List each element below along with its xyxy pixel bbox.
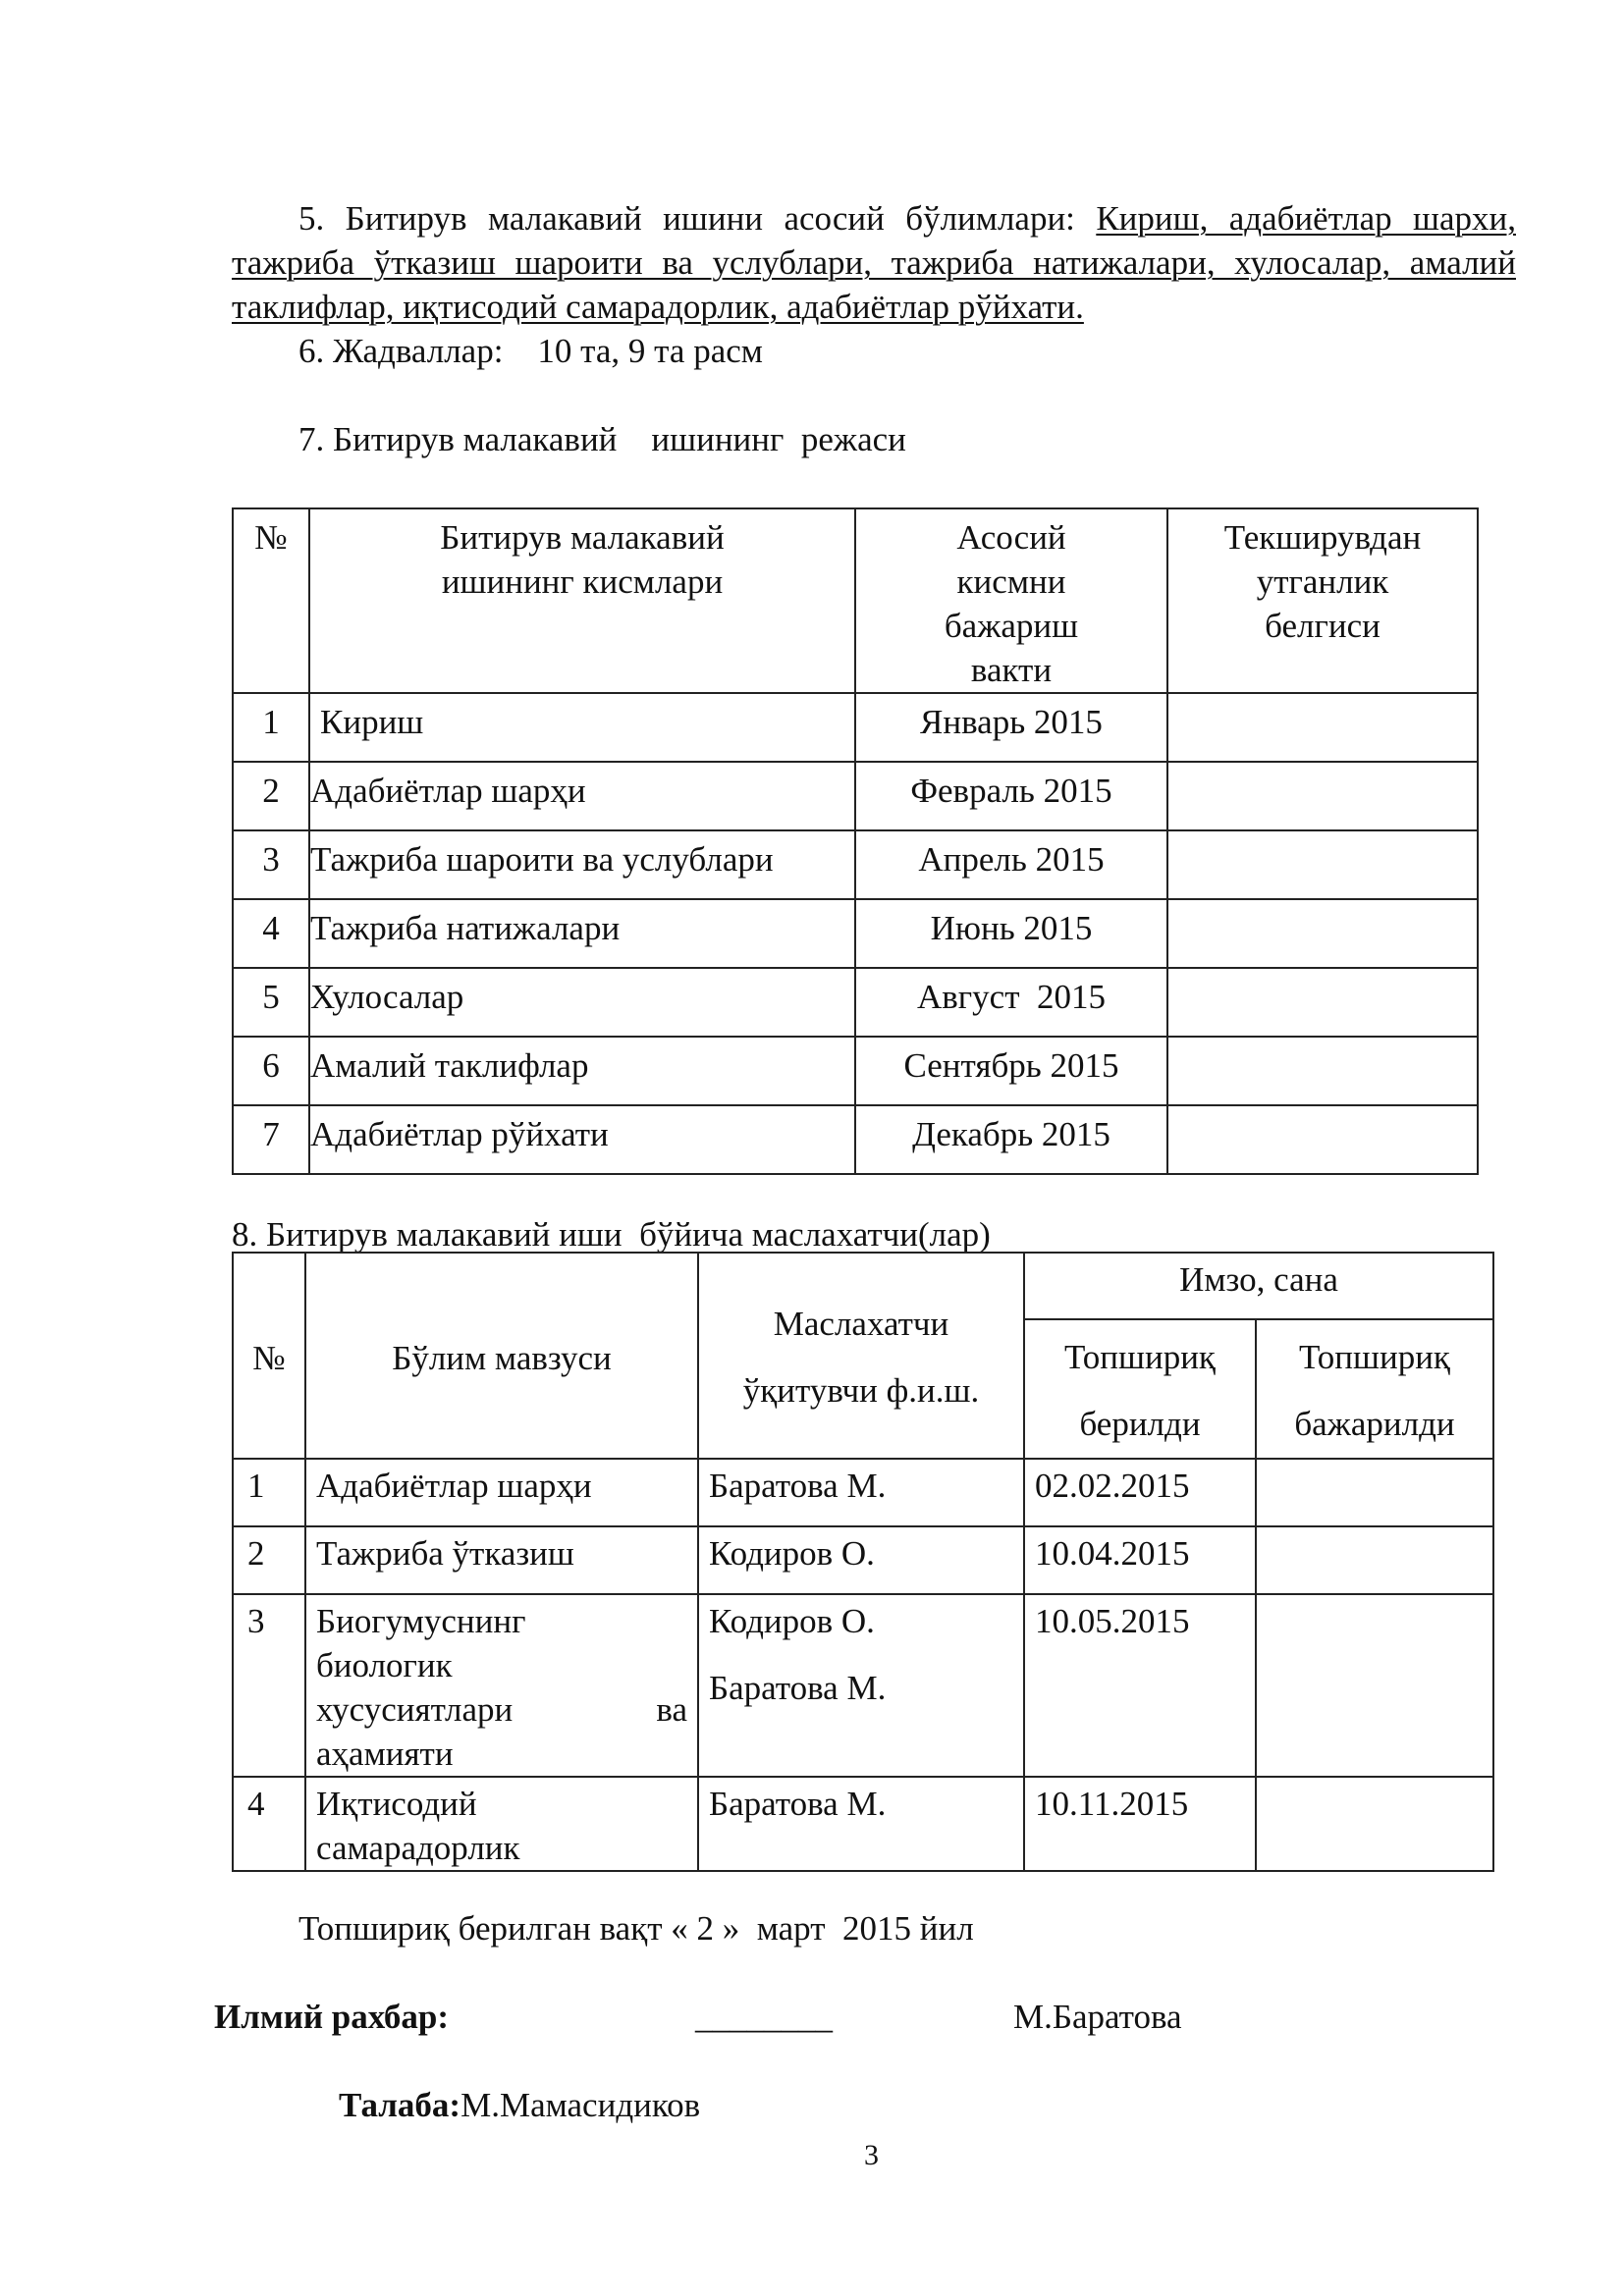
- consult-header-done: Топшириқ бажарилди: [1256, 1319, 1493, 1459]
- plan-row-num: 1: [233, 693, 309, 762]
- table-row: [233, 1459, 1493, 1526]
- assignment-date: Топшириқ берилган вақт « 2 » март 2015 йил: [298, 1909, 974, 1948]
- plan-row-part: Тажриба шароити ва услублари: [309, 830, 855, 899]
- consult-row-num: 1: [233, 1459, 305, 1526]
- plan-row-num: 2: [233, 762, 309, 830]
- consult-header-consultant: Маслахатчи ўқитувчи ф.и.ш.: [698, 1253, 1024, 1459]
- consult-header-row-1: [233, 1253, 1493, 1319]
- consult-header-sign-date: Имзо, сана: [1024, 1253, 1493, 1319]
- student-name: М.Мамасидиков: [460, 2086, 701, 2124]
- table-row: [233, 968, 1478, 1037]
- consultants-table: [232, 1252, 1494, 1872]
- section-5-paragraph: [232, 196, 1516, 329]
- plan-row-num: 6: [233, 1037, 309, 1105]
- plan-row-num: 5: [233, 968, 309, 1037]
- consult-row-topic: Биогумуснинг биологик хусусиятлари ва аҳамияти: [305, 1594, 698, 1777]
- table-row: [233, 1777, 1493, 1871]
- plan-row-check: [1167, 762, 1478, 830]
- consult-row-consultant: Кодиров О.: [698, 1526, 1024, 1594]
- plan-table-header-row: [233, 508, 1478, 693]
- plan-row-num: 7: [233, 1105, 309, 1174]
- consult-row-num: 2: [233, 1526, 305, 1594]
- plan-row-part: Хулосалар: [309, 968, 855, 1037]
- plan-row-time: Июнь 2015: [855, 899, 1167, 968]
- plan-header-time: Асосий кисмни бажариш вакти: [855, 508, 1167, 693]
- section-5-underlined-text: Кириш, адабиётлар шархи, тажриба ўтказиш шароити ва услублари, тажриба натижалари, хулосалар, амалий таклифлар, иқтисодий самарадорлик, адабиётлар рўйхати.: [232, 199, 1516, 326]
- consult-header-num: №: [233, 1253, 305, 1459]
- supervisor-signature-line: ________: [695, 1998, 833, 2036]
- plan-table: [232, 507, 1479, 1175]
- consult-row-done: [1256, 1459, 1493, 1526]
- table-row: [233, 1037, 1478, 1105]
- consult-row-done: [1256, 1777, 1493, 1871]
- section-7-heading: 7. Битирув малакавий ишининг режаси: [298, 420, 906, 458]
- consult-row-topic: Тажриба ўтказиш: [305, 1526, 698, 1594]
- table-row: [233, 1526, 1493, 1594]
- plan-header-num: №: [233, 508, 309, 693]
- plan-row-part: Кириш: [309, 693, 855, 762]
- plan-row-num: 3: [233, 830, 309, 899]
- plan-row-time: Январь 2015: [855, 693, 1167, 762]
- plan-row-time: Февраль 2015: [855, 762, 1167, 830]
- consult-row-consultant: Кодиров О. Баратова М.: [698, 1594, 1024, 1777]
- consult-row-given: 02.02.2015: [1024, 1459, 1256, 1526]
- plan-row-num: 4: [233, 899, 309, 968]
- student-label: Талаба:: [339, 2086, 461, 2124]
- table-row: [233, 830, 1478, 899]
- student-line: [339, 2083, 700, 2127]
- consult-row-done: [1256, 1594, 1493, 1777]
- consult-header-topic: Бўлим мавзуси: [305, 1253, 698, 1459]
- plan-row-check: [1167, 830, 1478, 899]
- consult-row-consultant: Баратова М.: [698, 1459, 1024, 1526]
- consult-header-given: Топшириқ берилди: [1024, 1319, 1256, 1459]
- consult-row-given: 10.11.2015: [1024, 1777, 1256, 1871]
- plan-row-part: Тажриба натижалари: [309, 899, 855, 968]
- plan-row-time: Сентябрь 2015: [855, 1037, 1167, 1105]
- consult-row-done: [1256, 1526, 1493, 1594]
- plan-row-time: Декабрь 2015: [855, 1105, 1167, 1174]
- consult-row-topic: Адабиётлар шарҳи: [305, 1459, 698, 1526]
- plan-row-check: [1167, 1105, 1478, 1174]
- supervisor-label: Илмий рахбар:: [214, 1998, 450, 2036]
- plan-row-check: [1167, 899, 1478, 968]
- consult-row-consultant: Баратова М.: [698, 1777, 1024, 1871]
- plan-row-check: [1167, 968, 1478, 1037]
- plan-header-parts: Битирув малакавий ишининг кисмлари: [309, 508, 855, 693]
- plan-row-part: Амалий таклифлар: [309, 1037, 855, 1105]
- plan-row-time: Август 2015: [855, 968, 1167, 1037]
- consult-row-given: 10.04.2015: [1024, 1526, 1256, 1594]
- plan-row-time: Апрель 2015: [855, 830, 1167, 899]
- plan-row-part: Адабиётлар рўйхати: [309, 1105, 855, 1174]
- table-row: [233, 1105, 1478, 1174]
- section-5-lead: 5. Битирув малакавий ишини асосий бўлимлари:: [298, 199, 1097, 238]
- consult-row-num: 4: [233, 1777, 305, 1871]
- consult-row-num: 3: [233, 1594, 305, 1777]
- plan-row-check: [1167, 1037, 1478, 1105]
- table-row: [233, 1594, 1493, 1777]
- table-row: [233, 899, 1478, 968]
- plan-header-check: Текширувдан утганлик белгиси: [1167, 508, 1478, 693]
- consult-row-topic: Иқтисодий самарадорлик: [305, 1777, 698, 1871]
- plan-row-check: [1167, 693, 1478, 762]
- section-6-tables-count: 6. Жадваллар: 10 та, 9 та расм: [298, 332, 763, 370]
- plan-row-part: Адабиётлар шарҳи: [309, 762, 855, 830]
- section-8-heading: 8. Битирув малакавий иши бўйича маслахатчи(лар): [232, 1215, 991, 1254]
- supervisor-name: М.Баратова: [1013, 1998, 1182, 2036]
- consult-row-given: 10.05.2015: [1024, 1594, 1256, 1777]
- page-number: 3: [864, 2139, 879, 2171]
- table-row: [233, 693, 1478, 762]
- table-row: [233, 762, 1478, 830]
